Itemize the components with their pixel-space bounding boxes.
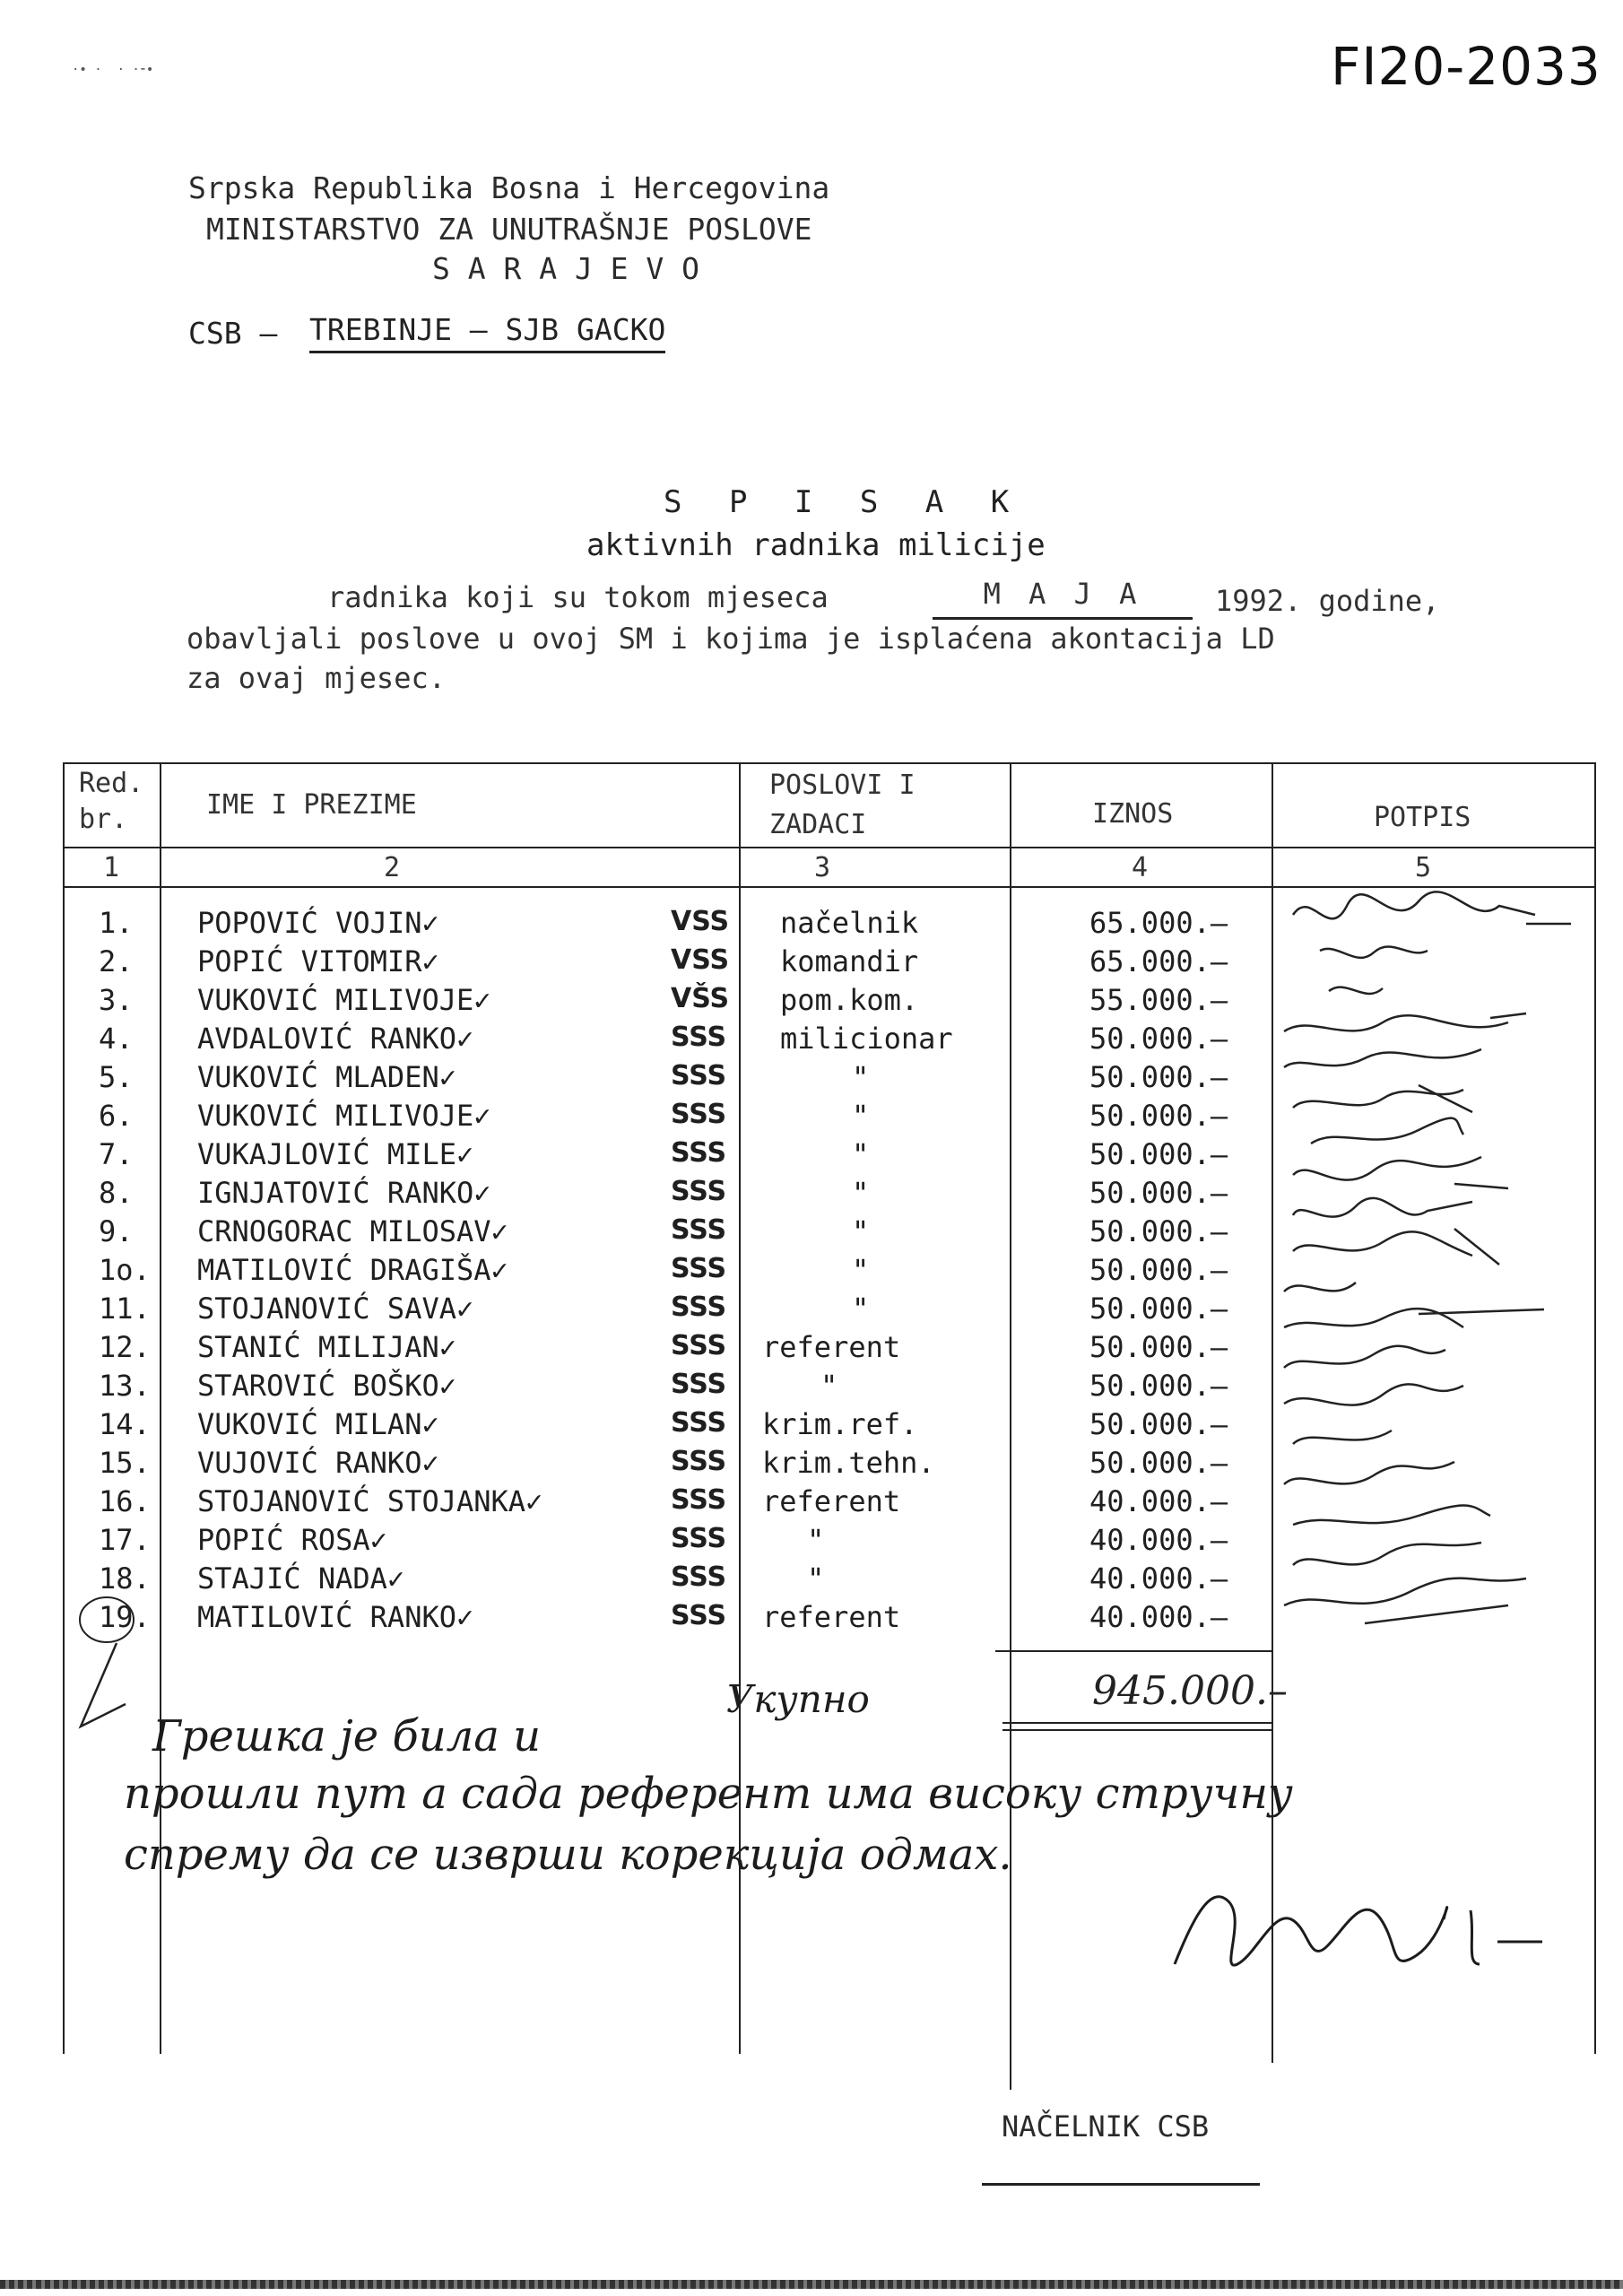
row-name: CRNOGORAC MILOSAV✓ xyxy=(197,1214,508,1248)
row-education: VSS xyxy=(671,906,730,937)
row-amount: 50.000.– xyxy=(1089,1137,1228,1171)
row-amount: 50.000.– xyxy=(1089,1292,1228,1326)
header-job: POSLOVI I ZADACI xyxy=(769,770,916,840)
handwritten-total-label: Укупно xyxy=(726,1677,870,1721)
row-name: POPIĆ VITOMIR✓ xyxy=(197,944,439,978)
row-name: MATILOVIĆ RANKO✓ xyxy=(197,1600,474,1634)
scan-bottom-edge xyxy=(0,2280,1623,2289)
row-education: SSS xyxy=(671,1446,727,1477)
row-job: " xyxy=(852,1176,870,1210)
handwritten-note-line1: Грешка је била и xyxy=(152,1711,542,1761)
row-job: milicionar xyxy=(780,1022,953,1056)
row-number: 1o. xyxy=(99,1253,151,1287)
row-name: STOJANOVIĆ STOJANKA✓ xyxy=(197,1484,543,1518)
intro-month: M A J A xyxy=(933,574,1193,620)
handwritten-note-line2: прошли пут а сада референт има високу стручну xyxy=(124,1769,1293,1819)
row-number: 19. xyxy=(99,1600,151,1634)
row-amount: 40.000.– xyxy=(1089,1484,1228,1518)
row-19-circle-mark xyxy=(75,1593,138,1647)
intro-text-part2: 1992. godine, xyxy=(1215,584,1440,618)
row-education: SSS xyxy=(671,1484,727,1516)
row-education: SSS xyxy=(671,1330,727,1361)
colnum-1: 1 xyxy=(103,852,120,883)
header-rb: Red. br. xyxy=(79,768,144,835)
row-number: 6. xyxy=(99,1099,134,1133)
row-job: " xyxy=(852,1253,870,1287)
total-amount: 945.000.– xyxy=(1092,1668,1288,1714)
row-number: 7. xyxy=(99,1137,134,1171)
row-name: IGNJATOVIĆ RANKO✓ xyxy=(197,1176,491,1210)
row-education: SSS xyxy=(671,1137,727,1169)
colnum-2: 2 xyxy=(384,852,401,883)
header-republic: Srpska Republika Bosna i Hercegovina xyxy=(188,170,830,205)
csb-prefix: CSB – xyxy=(188,316,278,351)
row-number: 14. xyxy=(99,1407,151,1441)
row-name: VUKOVIĆ MLADEN✓ xyxy=(197,1060,456,1094)
row-number: 16. xyxy=(99,1484,151,1518)
row-education: VŠS xyxy=(671,983,730,1014)
row-amount: 50.000.– xyxy=(1089,1060,1228,1094)
row-amount: 40.000.– xyxy=(1089,1523,1228,1557)
row-name: POPOVIĆ VOJIN✓ xyxy=(197,906,439,940)
row-amount: 50.000.– xyxy=(1089,1099,1228,1133)
row-amount: 40.000.– xyxy=(1089,1561,1228,1596)
row-name: VUJOVIĆ RANKO✓ xyxy=(197,1446,439,1480)
header-amount: IZNOS xyxy=(1092,798,1174,830)
row-job: pom.kom. xyxy=(780,983,919,1017)
row-job: " xyxy=(852,1292,870,1326)
list-title: S P I S A K xyxy=(664,484,1024,520)
row-education: SSS xyxy=(671,1022,727,1053)
row-amount: 65.000.– xyxy=(1089,944,1228,978)
chief-signature xyxy=(1157,1866,1551,1982)
header-city: S A R A J E V O xyxy=(432,251,700,286)
row-education: SSS xyxy=(671,1292,727,1323)
row-education: SSS xyxy=(671,1523,727,1554)
row-name: POPIĆ ROSA✓ xyxy=(197,1523,387,1557)
list-subtitle: aktivnih radnika milicije xyxy=(586,527,1046,563)
row-education: SSS xyxy=(671,1060,727,1091)
header-sign: POTPIS xyxy=(1374,802,1471,833)
row-amount: 50.000.– xyxy=(1089,1214,1228,1248)
signatures-column xyxy=(1275,888,1596,1677)
row-number: 13. xyxy=(99,1369,151,1403)
row-number: 15. xyxy=(99,1446,151,1480)
row-education: SSS xyxy=(671,1176,727,1207)
row-number: 1. xyxy=(99,906,134,940)
row-number: 8. xyxy=(99,1176,134,1210)
row-name: AVDALOVIĆ RANKO✓ xyxy=(197,1022,474,1056)
row-job: referent xyxy=(762,1600,901,1634)
row-job: referent xyxy=(762,1484,901,1518)
row-education: SSS xyxy=(671,1253,727,1284)
row-job: komandir xyxy=(780,944,919,978)
total-block xyxy=(1002,1668,1288,1714)
row-name: VUKAJLOVIĆ MILE✓ xyxy=(197,1137,474,1171)
row-job: " xyxy=(852,1099,870,1133)
row-number: 18. xyxy=(99,1561,151,1596)
signature-label: NAČELNIK CSB xyxy=(1002,2109,1210,2144)
row-number: 17. xyxy=(99,1523,151,1557)
row-amount: 40.000.– xyxy=(1089,1600,1228,1634)
row-education: SSS xyxy=(671,1099,727,1130)
row-job: " xyxy=(820,1369,838,1403)
csb-unit: TREBINJE – SJB GACKO xyxy=(309,312,665,353)
row-job: " xyxy=(807,1561,825,1596)
row-education: VSS xyxy=(671,944,730,976)
colnum-4: 4 xyxy=(1132,852,1149,883)
intro-text-line3: za ovaj mjesec. xyxy=(187,661,446,695)
row-name: STANIĆ MILIJAN✓ xyxy=(197,1330,456,1364)
header-ministry: MINISTARSTVO ZA UNUTRAŠNJE POSLOVE xyxy=(206,212,812,247)
row-amount: 50.000.– xyxy=(1089,1446,1228,1480)
total-rule-1 xyxy=(1002,1722,1271,1724)
table-top-rule xyxy=(63,762,1596,764)
row-amount: 50.000.– xyxy=(1089,1369,1228,1403)
row-education: SSS xyxy=(671,1561,727,1593)
row-amount: 50.000.– xyxy=(1089,1176,1228,1210)
row-education: SSS xyxy=(671,1214,727,1246)
colnum-3: 3 xyxy=(814,852,831,883)
row-job: " xyxy=(852,1137,870,1171)
row-number: 2. xyxy=(99,944,134,978)
row-name: VUKOVIĆ MILIVOJE✓ xyxy=(197,983,491,1017)
row-number: 5. xyxy=(99,1060,134,1094)
intro-text-part1: radnika koji su tokom mjeseca xyxy=(327,580,829,614)
intro-text-line2: obavljali poslove u ovoj SM i kojima je isplaćena akontacija LD xyxy=(187,622,1275,656)
row-amount: 50.000.– xyxy=(1089,1022,1228,1056)
row-job: " xyxy=(852,1214,870,1248)
row-job: krim.tehn. xyxy=(762,1446,935,1480)
row-name: STOJANOVIĆ SAVA✓ xyxy=(197,1292,474,1326)
row-job: " xyxy=(852,1060,870,1094)
row-job: krim.ref. xyxy=(762,1407,918,1441)
row-name: STAJIĆ NADA✓ xyxy=(197,1561,405,1596)
row-name: STAROVIĆ BOŠKO✓ xyxy=(197,1369,456,1403)
row-name: VUKOVIĆ MILIVOJE✓ xyxy=(197,1099,491,1133)
scan-specks: ·• · · ·⁃• xyxy=(72,63,154,77)
row-number: 3. xyxy=(99,983,134,1017)
row-number: 4. xyxy=(99,1022,134,1056)
signature-line xyxy=(982,2183,1260,2186)
row-job: " xyxy=(807,1523,825,1557)
document-id: FI20-2033 xyxy=(1331,36,1601,97)
row-name: VUKOVIĆ MILAN✓ xyxy=(197,1407,439,1441)
row-job: referent xyxy=(762,1330,901,1364)
total-top-rule xyxy=(995,1650,1273,1652)
row-amount: 65.000.– xyxy=(1089,906,1228,940)
row-amount: 50.000.– xyxy=(1089,1253,1228,1287)
row-amount: 55.000.– xyxy=(1089,983,1228,1017)
table-header-rule xyxy=(63,847,1596,848)
handwritten-note-line3: спрему да се изврши корекција одмах. xyxy=(124,1830,1012,1880)
colnum-5: 5 xyxy=(1415,852,1432,883)
row-amount: 50.000.– xyxy=(1089,1407,1228,1441)
row-amount: 50.000.– xyxy=(1089,1330,1228,1364)
row-name: MATILOVIĆ DRAGIŠA✓ xyxy=(197,1253,508,1287)
header-name: IME I PREZIME xyxy=(206,789,417,821)
row-education: SSS xyxy=(671,1407,727,1439)
row-education: SSS xyxy=(671,1600,727,1631)
row-education: SSS xyxy=(671,1369,727,1400)
row-number: 12. xyxy=(99,1330,151,1364)
row-number: 11. xyxy=(99,1292,151,1326)
row-job: načelnik xyxy=(780,906,919,940)
total-rule-2 xyxy=(1002,1729,1271,1731)
row-number: 9. xyxy=(99,1214,134,1248)
